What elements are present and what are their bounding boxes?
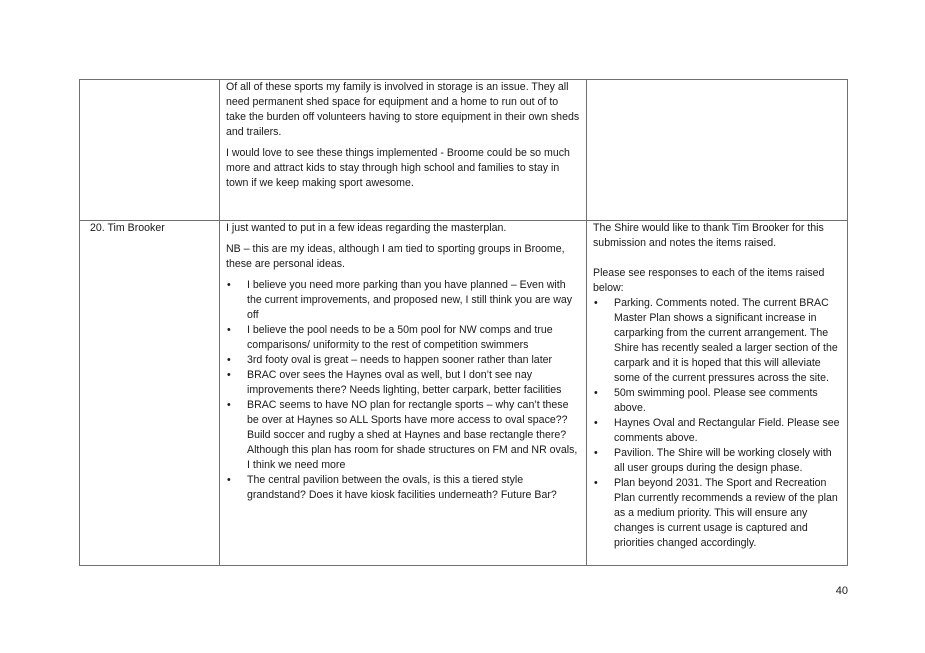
list-item: • I believe the pool needs to be a 50m pool for NW comps and true comparisons/ uniformity to the rest of competition swimmers — [226, 323, 580, 353]
list-item: • 3rd footy oval is great – needs to happen sooner rather than later — [226, 353, 580, 368]
list-item: • Parking. Comments noted. The current BRAC Master Plan shows a significant increase in carparking from the current arrangement. The Shire has recently sealed a larger section of the carpark and it is hoped that this will alleviate some of the current pressures across the site. — [593, 296, 841, 386]
submission-paragraph: I would love to see these things implemented - Broome could be so much more and attract kids to stay through high school and families to stay in town if we keep making sport awesome. — [226, 147, 570, 189]
list-item: • BRAC seems to have NO plan for rectangle sports – why can’t these be over at Haynes so ALL Sports have more access to oval space?? Build soccer and rugby a shed at Haynes and base rectangle there? Although this plan has room for shade structures on FM and NR ovals, I think we need more — [226, 398, 580, 473]
submitter-cell — [80, 221, 220, 566]
submission-cell — [220, 80, 587, 221]
submission-cell — [220, 221, 587, 566]
submission-paragraph: NB – this are my ideas, although I am tied to sporting groups in Broome, these are personal ideas. — [226, 243, 565, 270]
list-item: • Plan beyond 2031. The Sport and Recreation Plan currently recommends a review of the plan as a medium priority. This will ensure any changes is current usage is captured and priorities changed accordingly. — [593, 476, 841, 551]
list-item: • Pavilion. The Shire will be working closely with all user groups during the design phase. — [593, 446, 841, 476]
list-item: • Haynes Oval and Rectangular Field. Please see comments above. — [593, 416, 841, 446]
response-intro: The Shire would like to thank Tim Brooker for this submission and notes the items raised. — [593, 222, 824, 249]
response-lead: Please see responses to each of the items raised below: — [593, 267, 825, 294]
table-row — [80, 80, 848, 221]
submitter-name: 20. Tim Brooker — [90, 222, 165, 234]
response-bullet-list — [593, 296, 841, 551]
submission-bullet-list — [226, 278, 580, 503]
submissions-table — [79, 79, 848, 566]
submitter-cell — [80, 80, 220, 221]
list-item: • 50m swimming pool. Please see comments above. — [593, 386, 841, 416]
page-number: 40 — [835, 585, 848, 597]
submission-paragraph: Of all of these sports my family is involved in storage is an issue. They all need permanent shed space for equipment and a home to run out of to take the burden off volunteers having to store equipment in their own sheds and trailers. — [226, 81, 580, 138]
table-row — [80, 221, 848, 566]
response-cell — [587, 80, 848, 221]
list-item: • The central pavilion between the ovals, is this a tiered style grandstand? Does it have kiosk facilities underneath? Future Bar? — [226, 473, 580, 503]
list-item: • BRAC over sees the Haynes oval as well, but I don’t see nay improvements there? Needs lighting, better carpark, better facilities — [226, 368, 580, 398]
list-item: • I believe you need more parking than you have planned – Even with the current improvements, and proposed new, I still think you are way off — [226, 278, 580, 323]
submission-paragraph: I just wanted to put in a few ideas regarding the masterplan. — [226, 222, 507, 234]
response-cell — [587, 221, 848, 566]
